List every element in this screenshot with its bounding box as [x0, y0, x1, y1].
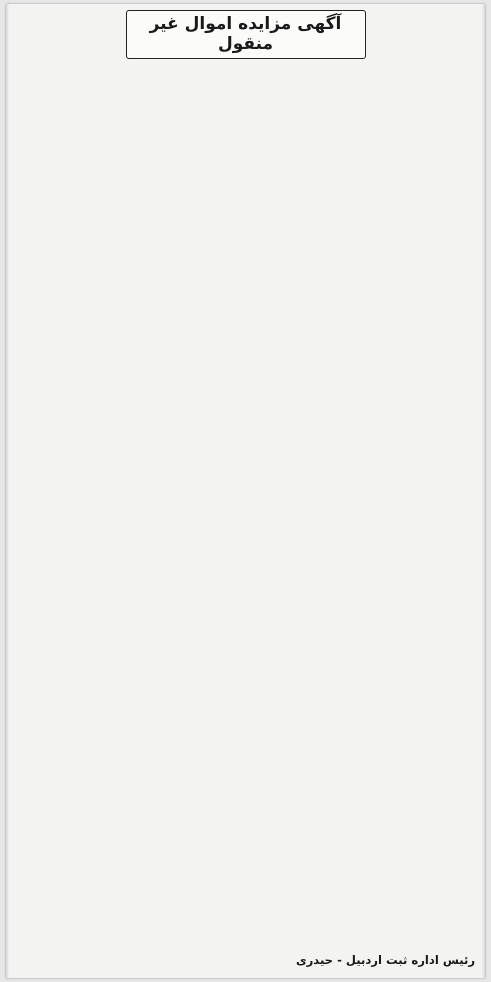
notice-signature: رئیس اداره ثبت اردبیل - حیدری [295, 953, 475, 967]
paper-edge-shadow-right [482, 4, 485, 978]
notice-body-text [16, 65, 475, 945]
notice-title-box [126, 10, 366, 59]
notice-title: آگهی مزایده اموال غیر منقول [149, 14, 342, 54]
paper-edge-shadow-left [6, 4, 9, 978]
newspaper-notice [6, 4, 485, 978]
